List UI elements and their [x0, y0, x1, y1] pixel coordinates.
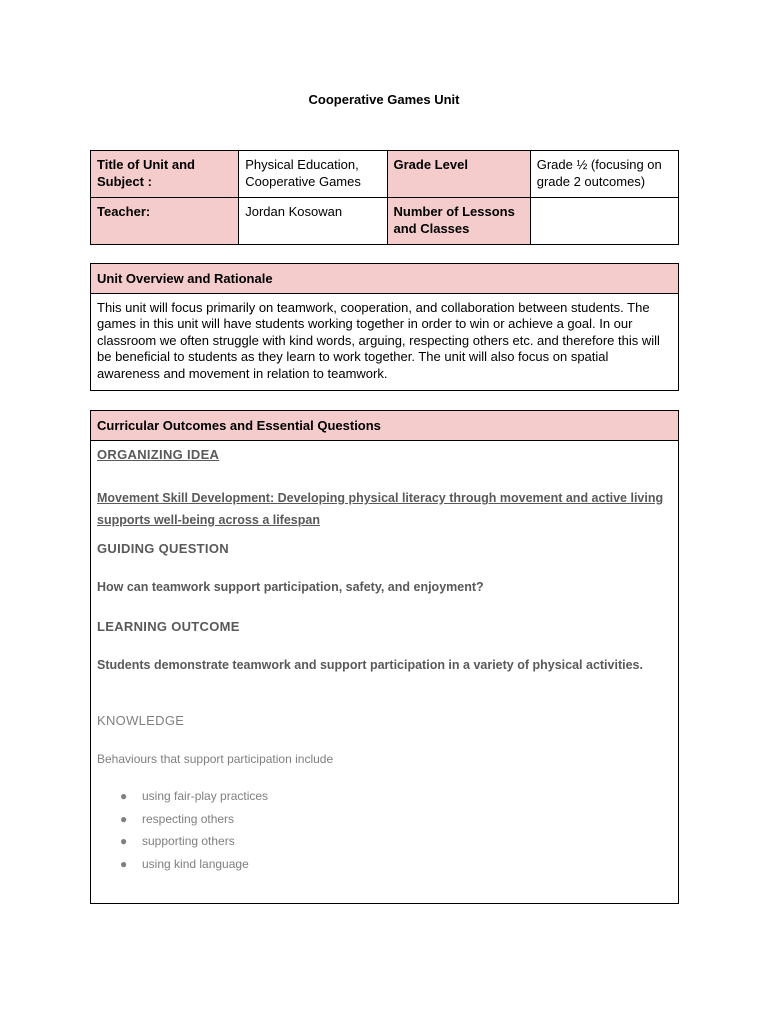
teacher-value-cell: Jordan Kosowan	[239, 198, 387, 245]
table-row	[91, 198, 679, 245]
organizing-idea-label: ORGANIZING IDEA	[97, 447, 220, 462]
grade-label-cell: Grade Level	[387, 151, 530, 198]
title-value-cell: Physical Education, Cooperative Games	[239, 151, 387, 198]
list-item-text: supporting others	[142, 834, 235, 848]
curricular-header: Curricular Outcomes and Essential Questions	[91, 411, 678, 441]
knowledge-intro: Behaviours that support participation include	[97, 752, 334, 766]
knowledge-label: KNOWLEDGE	[97, 713, 185, 728]
teacher-label-cell: Teacher:	[91, 198, 239, 245]
curricular-outcomes-section	[90, 410, 679, 904]
unit-info-table	[90, 150, 679, 245]
list-item	[97, 808, 268, 831]
learning-outcome-label: LEARNING OUTCOME	[97, 619, 240, 634]
list-item	[97, 830, 268, 853]
guiding-question-text: How can teamwork support participation, safety, and enjoyment?	[97, 580, 484, 594]
lessons-value-cell	[530, 198, 678, 245]
guiding-question-label: GUIDING QUESTION	[97, 541, 229, 556]
lessons-label-cell: Number of Lessons and Classes	[387, 198, 530, 245]
list-item	[97, 853, 268, 876]
organizing-idea-text: Movement Skill Development: Developing physical literacy through movement and active living supports well-being across a lifespan	[97, 491, 664, 527]
grade-value-cell: Grade ½ (focusing on grade 2 outcomes)	[530, 151, 678, 198]
page-title: Cooperative Games Unit	[308, 92, 460, 107]
bullet-icon: ●	[120, 789, 128, 803]
bullet-icon: ●	[120, 856, 128, 871]
overview-header: Unit Overview and Rationale	[91, 264, 678, 294]
overview-text: This unit will focus primarily on teamwork, cooperation, and collaboration between students. The games in this unit will have students working together in order to win or achieve a goal. In our classroom we often struggle with kind words, arguing, respecting others etc. and therefore this will be beneficial to students as they learn to work together. The unit will also focus on spatial awareness and movement in relation to teamwork.	[97, 300, 660, 381]
learning-outcome-text: Students demonstrate teamwork and support participation in a variety of physical activities.	[97, 658, 643, 672]
bullet-icon: ●	[120, 834, 128, 848]
title-label-cell: Title of Unit and Subject :	[91, 151, 239, 198]
unit-overview-section	[90, 263, 679, 391]
table-row	[91, 151, 679, 198]
behaviour-list	[97, 785, 268, 875]
list-item-text: using fair-play practices	[142, 789, 269, 803]
bullet-icon: ●	[120, 811, 128, 826]
list-item-text: respecting others	[142, 811, 235, 826]
list-item-text: using kind language	[142, 856, 249, 871]
list-item	[97, 785, 268, 808]
